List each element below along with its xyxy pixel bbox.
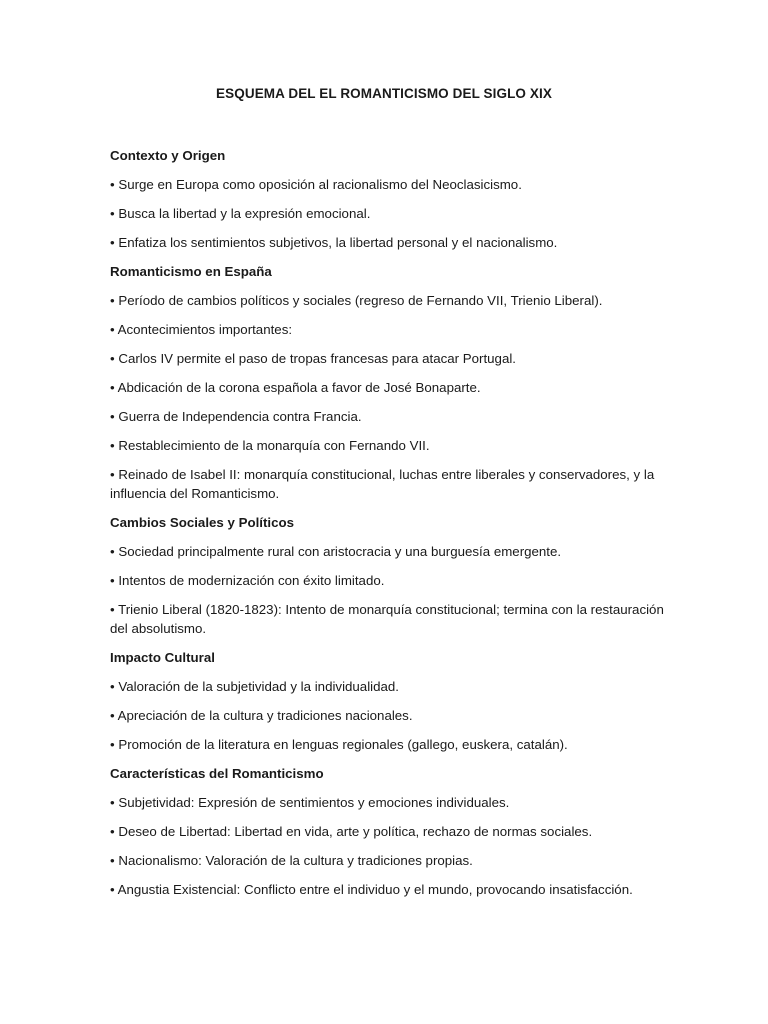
bullet-item: • Abdicación de la corona española a favor de José Bonaparte. (110, 380, 481, 395)
document-title: ESQUEMA DEL EL ROMANTICISMO DEL SIGLO XIX (216, 86, 552, 101)
bullet-item: • Promoción de la literatura en lenguas regionales (gallego, euskera, catalán). (110, 737, 568, 752)
bullet-item: • Surge en Europa como oposición al racionalismo del Neoclasicismo. (110, 177, 522, 192)
section-cambios-sociales-politicos (110, 513, 666, 638)
bullet-item: • Restablecimiento de la monarquía con Fernando VII. (110, 438, 430, 453)
section-heading: Contexto y Origen (110, 148, 226, 163)
bullet-item: • Trienio Liberal (1820-1823): Intento de monarquía constitucional; termina con la restauración del absolutismo. (110, 602, 664, 636)
bullet-item: • Angustia Existencial: Conflicto entre el individuo y el mundo, provocando insatisfacción. (110, 882, 633, 897)
section-heading: Romanticismo en España (110, 264, 272, 279)
bullet-item: • Carlos IV permite el paso de tropas francesas para atacar Portugal. (110, 351, 516, 366)
bullet-item: • Intentos de modernización con éxito limitado. (110, 573, 385, 588)
section-impacto-cultural (110, 648, 666, 754)
section-heading: Características del Romanticismo (110, 766, 324, 781)
bullet-item: • Subjetividad: Expresión de sentimientos y emociones individuales. (110, 795, 510, 810)
bullet-item: • Período de cambios políticos y sociales (regreso de Fernando VII, Trienio Liberal). (110, 293, 603, 308)
section-romanticismo-espana (110, 262, 666, 503)
section-contexto-origen (110, 146, 666, 252)
bullet-item: • Sociedad principalmente rural con aristocracia y una burguesía emergente. (110, 544, 562, 559)
bullet-item: • Reinado de Isabel II: monarquía constitucional, luchas entre liberales y conservadores, y la influencia del Romanticismo. (110, 467, 655, 501)
bullet-item: • Deseo de Libertad: Libertad en vida, arte y política, rechazo de normas sociales. (110, 824, 593, 839)
section-caracteristicas (110, 764, 666, 899)
document-body (110, 146, 666, 909)
bullet-item: • Valoración de la subjetividad y la individualidad. (110, 679, 399, 694)
section-heading: Impacto Cultural (110, 650, 215, 665)
section-heading: Cambios Sociales y Políticos (110, 515, 295, 530)
bullet-item: • Nacionalismo: Valoración de la cultura y tradiciones propias. (110, 853, 473, 868)
bullet-item: • Apreciación de la cultura y tradiciones nacionales. (110, 708, 413, 723)
bullet-item: • Acontecimientos importantes: (110, 322, 293, 337)
bullet-item: • Enfatiza los sentimientos subjetivos, la libertad personal y el nacionalismo. (110, 235, 558, 250)
bullet-item: • Busca la libertad y la expresión emocional. (110, 206, 371, 221)
bullet-item: • Guerra de Independencia contra Francia. (110, 409, 362, 424)
